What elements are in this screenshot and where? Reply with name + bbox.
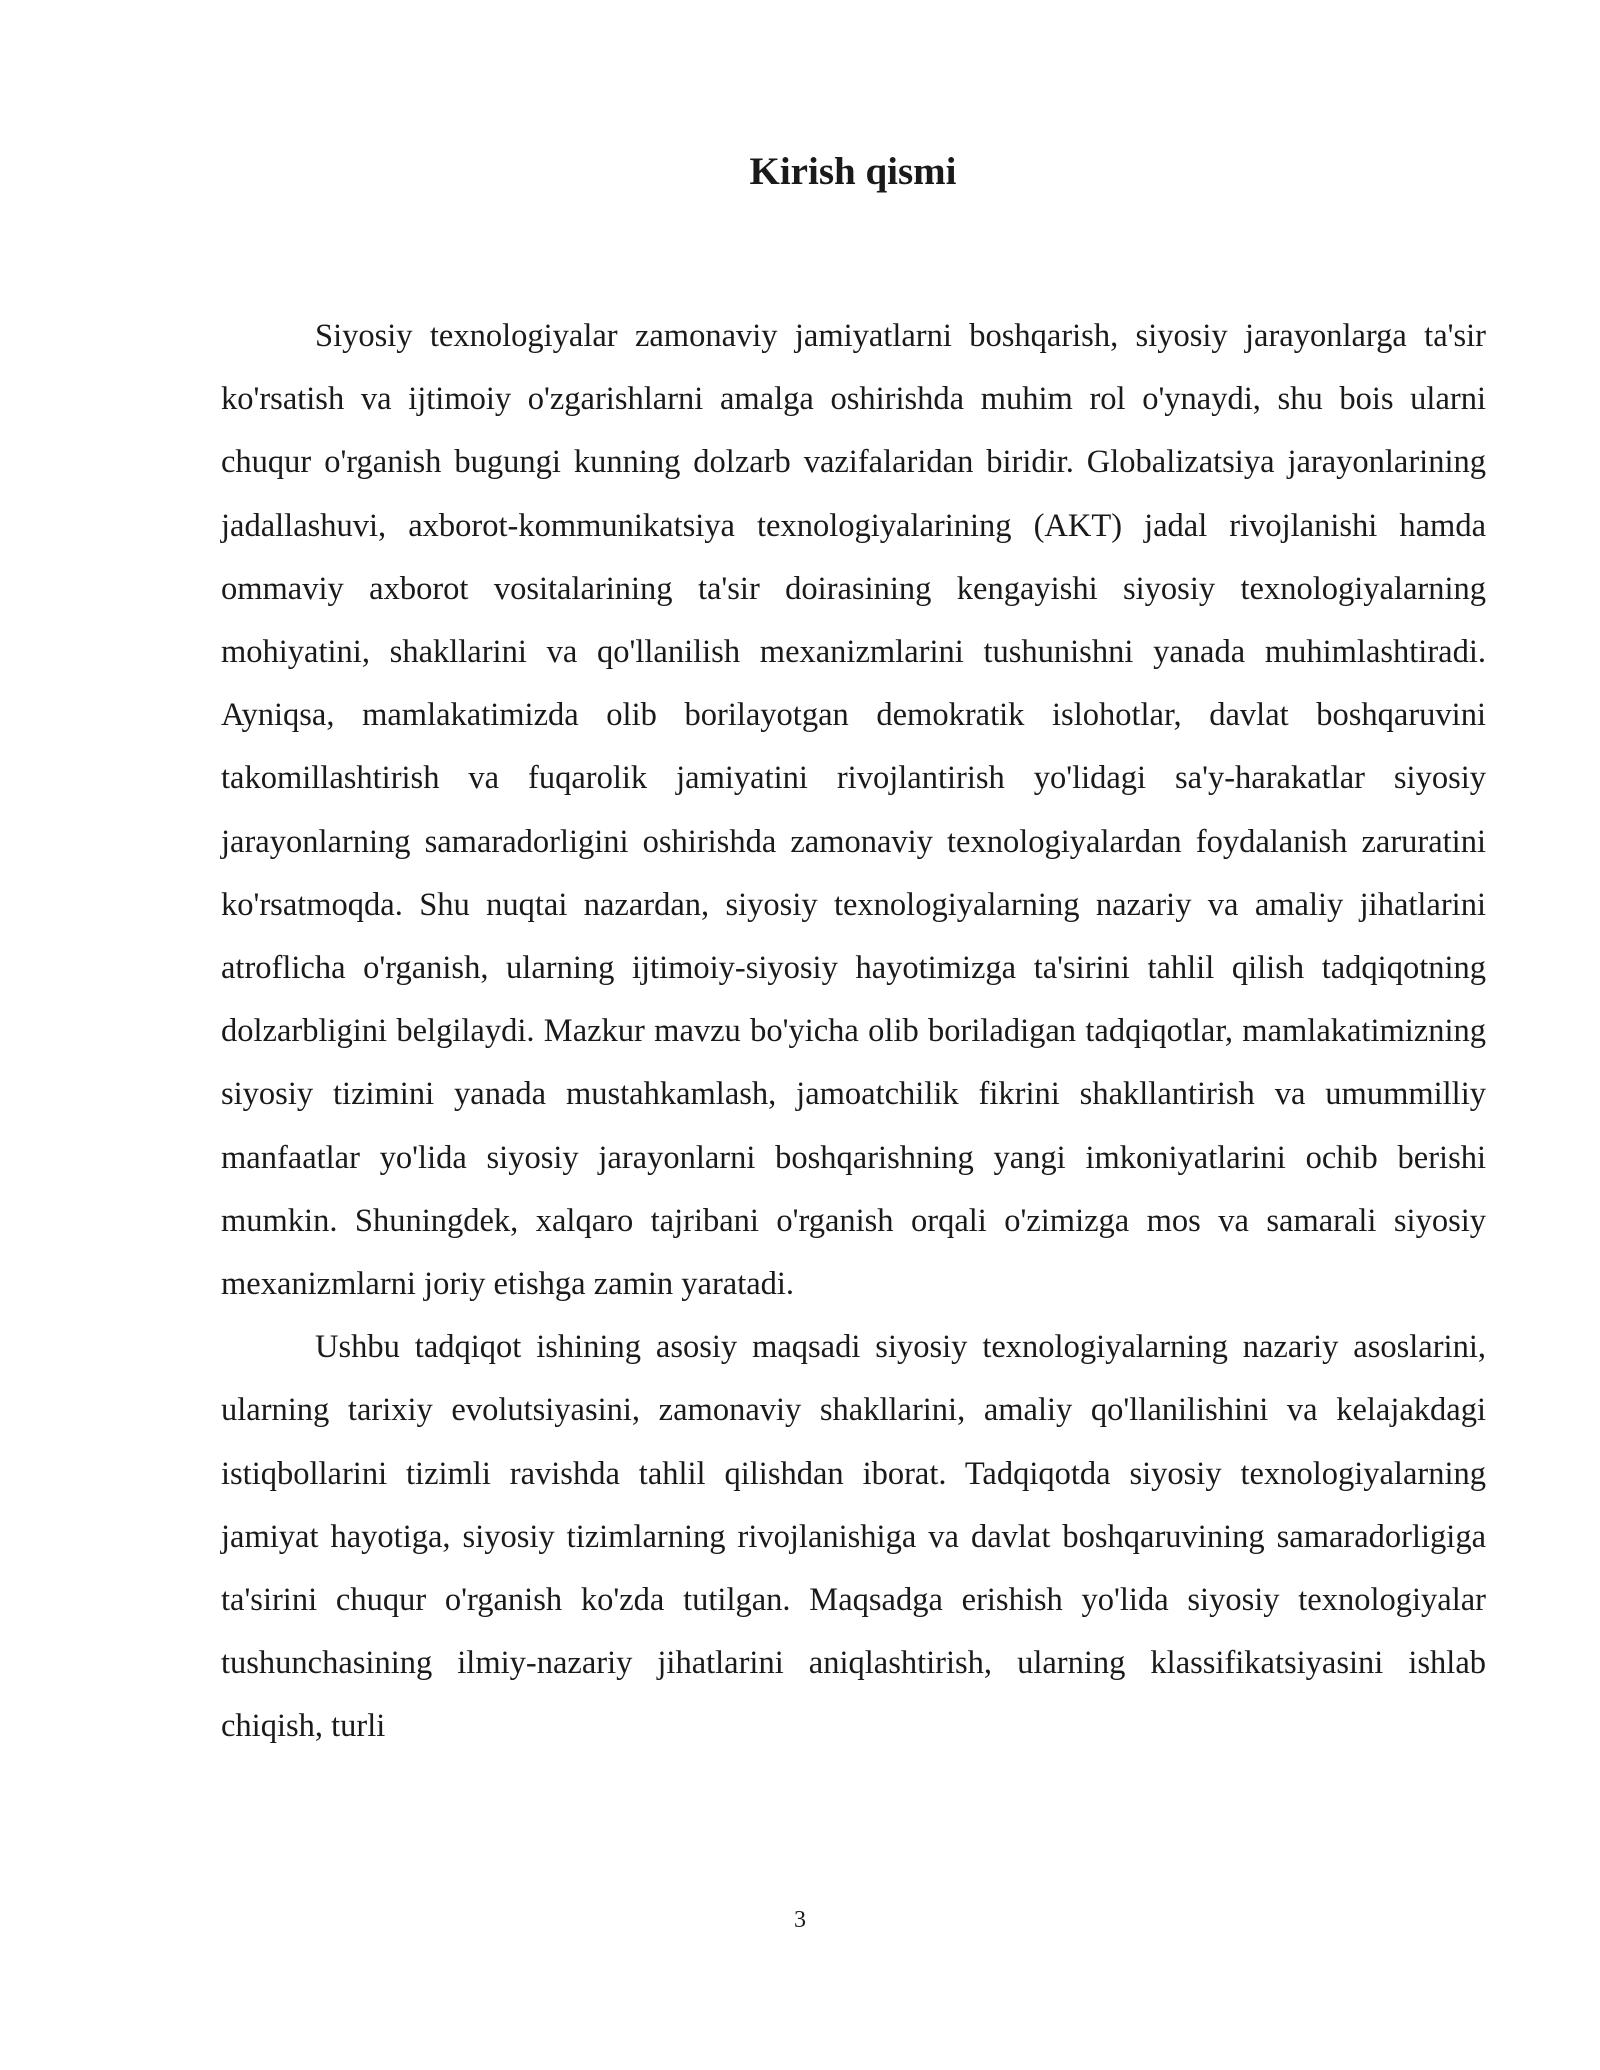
section-title: Kirish qismi xyxy=(749,150,957,193)
page-number: 3 xyxy=(794,1907,806,1933)
body-text xyxy=(221,305,1486,1759)
paragraph-1: Siyosiy texnologiyalar zamonaviy jamiyatlarni boshqarish, siyosiy jarayonlarga ta'sir ko'rsatish va ijtimoiy o'zgarishlarni amalga oshirishda muhim rol o'ynaydi, shu bois ularni chuqur o'rganish bugungi kunning dolzarb vazifalaridan biridir. Globalizatsiya jarayonlarining jadallashuvi, axborot-kommunikatsiya texnologiyalarining (AKT) jadal rivojlanishi hamda ommaviy axborot vositalarining ta'sir doirasining kengayishi siyosiy texnologiyalarning mohiyatini, shakllarini va qo'llanilish mexanizmlarini tushunishni yanada muhimlashtiradi. Ayniqsa, mamlakatimizda olib borilayotgan demokratik islohotlar, davlat boshqaruvini takomillashtirish va fuqarolik jamiyatini rivojlantirish yo'lidagi sa'y-harakatlar siyosiy jarayonlarning samaradorligini oshirishda zamonaviy texnologiyalardan foydalanish zaruratini ko'rsatmoqda. Shu nuqtai nazardan, siyosiy texnologiyalarning nazariy va amaliy jihatlarini atroflicha o'rganish, ularning ijtimoiy-siyosiy hayotimizga ta'sirini tahlil qilish tadqiqotning dolzarbligini belgilaydi. Mazkur mavzu bo'yicha olib boriladigan tadqiqotlar, mamlakatimizning siyosiy tizimini yanada mustahkamlash, jamoatchilik fikrini shakllantirish va umummilliy manfaatlar yo'lida siyosiy jarayonlarni boshqarishning yangi imkoniyatlarini ochib berishi mumkin. Shuningdek, xalqaro tajribani o'rganish orqali o'zimizga mos va samarali siyosiy mexanizmlarni joriy etishga zamin yaratadi. xyxy=(221,318,1486,1303)
paragraph-2: Ushbu tadqiqot ishining asosiy maqsadi siyosiy texnologiyalarning nazariy asoslarini, ularning tarixiy evolutsiyasini, zamonaviy shakllarini, amaliy qo'llanilishini va kelajakdagi istiqbollarini tizimli ravishda tahlil qilishdan iborat. Tadqiqotda siyosiy texnologiyalarning jamiyat hayotiga, siyosiy tizimlarning rivojlanishiga va davlat boshqaruvining samaradorligiga ta'sirini chuqur o'rganish ko'zda tutilgan. Maqsadga erishish yo'lida siyosiy texnologiyalar tushunchasining ilmiy-nazariy jihatlarini aniqlashtirish, ularning klassifikatsiyasini ishlab chiqish, turli xyxy=(221,1329,1486,1745)
